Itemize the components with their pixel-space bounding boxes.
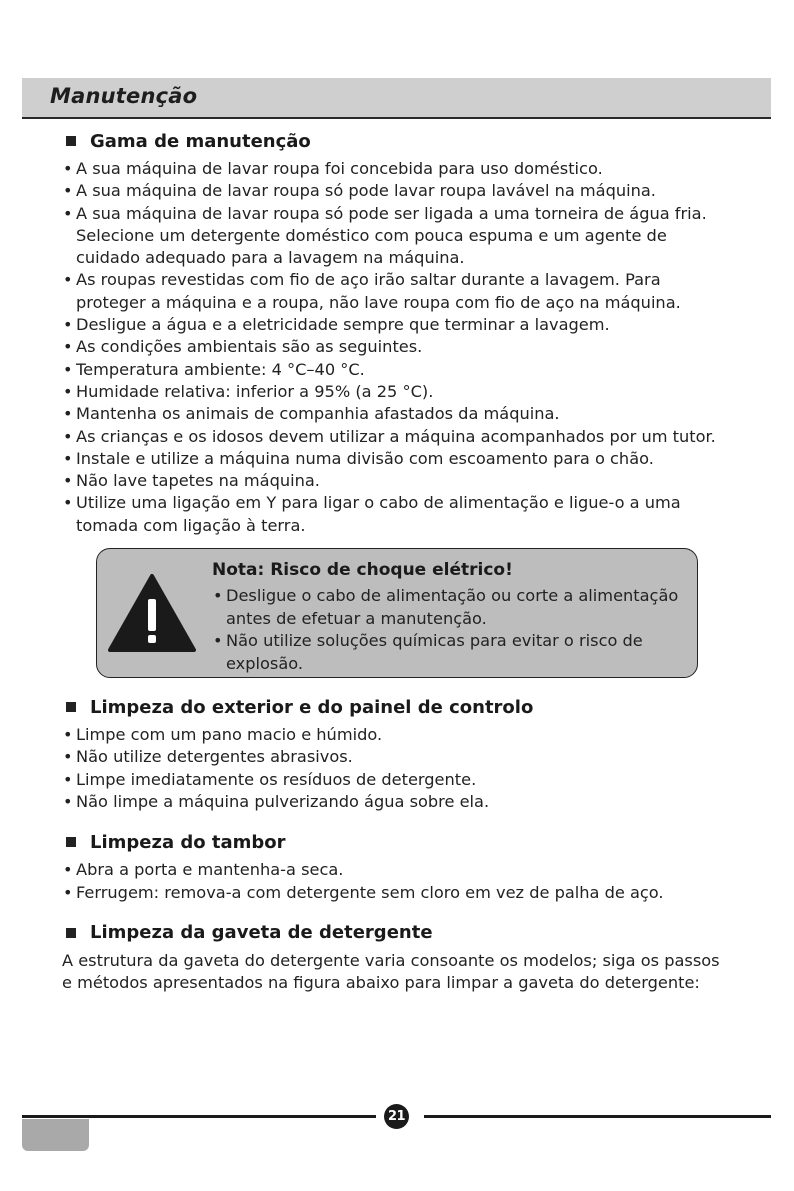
warning-icon	[107, 573, 197, 653]
list-item: • Desligue o cabo de alimentação ou corte a alimentação antes de efetuar a manutenção.	[212, 585, 682, 630]
bullet-list	[62, 859, 734, 904]
list-item: • As condições ambientais são as seguintes.	[62, 336, 734, 358]
list-item: • Instale e utilize a máquina numa divisão com escoamento para o chão.	[62, 448, 734, 470]
section-heading	[62, 692, 734, 722]
section-heading	[62, 827, 734, 857]
section-maintenance-range	[62, 126, 734, 537]
list-item: • Humidade relativa: inferior a 95% (a 25 °C).	[62, 381, 734, 403]
square-bullet-icon	[66, 136, 76, 146]
list-item: • Limpe com um pano macio e húmido.	[62, 724, 734, 746]
note-bullet-list	[212, 585, 682, 675]
section-heading-text: Gama de manutenção	[90, 130, 311, 152]
square-bullet-icon	[66, 702, 76, 712]
main-content	[62, 126, 734, 994]
square-bullet-icon	[66, 837, 76, 847]
square-bullet-icon	[66, 928, 76, 938]
list-item: • Não utilize detergentes abrasivos.	[62, 746, 734, 768]
list-item: • Ferrugem: remova-a com detergente sem cloro em vez de palha de aço.	[62, 882, 734, 904]
section-exterior-cleaning	[62, 692, 734, 813]
section-heading	[62, 126, 734, 156]
list-item: • Não utilize soluções químicas para evitar o risco de explosão.	[212, 630, 682, 675]
section-heading-text: Limpeza do exterior e do painel de controlo	[90, 696, 534, 718]
note-text	[212, 557, 682, 675]
section-heading-text: Limpeza da gaveta de detergente	[90, 922, 433, 944]
corner-tab	[22, 1119, 89, 1151]
footer-rule-right	[424, 1115, 771, 1118]
note-title: Nota: Risco de choque elétrico!	[212, 560, 513, 581]
list-item: • As roupas revestidas com fio de aço irão saltar durante a lavagem. Para proteger a máquina e a roupa, não lave roupa com fio de aço na máquina.	[62, 269, 734, 314]
list-item: • Não limpe a máquina pulverizando água sobre ela.	[62, 791, 734, 813]
section-heading-text: Limpeza do tambor	[90, 831, 286, 853]
list-item: • A sua máquina de lavar roupa foi concebida para uso doméstico.	[62, 158, 734, 180]
section-heading	[62, 918, 734, 948]
list-item: • Utilize uma ligação em Y para ligar o cabo de alimentação e ligue-o a uma tomada com ligação à terra.	[62, 492, 734, 537]
footer-rule-left	[22, 1115, 376, 1118]
page-number: 21	[384, 1104, 409, 1129]
list-item: • Limpe imediatamente os resíduos de detergente.	[62, 769, 734, 791]
electric-shock-note	[96, 548, 698, 678]
section-paragraph: A estrutura da gaveta do detergente varia consoante os modelos; siga os passos e métodos apresentados na figura abaixo para limpar a gaveta do detergente:	[62, 950, 720, 993]
list-item: • As crianças e os idosos devem utilizar a máquina acompanhados por um tutor.	[62, 426, 734, 448]
list-item: • A sua máquina de lavar roupa só pode ser ligada a uma torneira de água fria. Selecione um detergente doméstico com pouca espuma e um agente de cuidado adequado para a lavagem na máquina.	[62, 203, 734, 270]
list-item: • Temperatura ambiente: 4 °C–40 °C.	[62, 359, 734, 381]
bullet-list	[62, 724, 734, 813]
section-header-bar	[22, 78, 771, 119]
list-item: • Mantenha os animais de companhia afastados da máquina.	[62, 403, 734, 425]
section-drum-cleaning	[62, 827, 734, 904]
page-title: Manutenção	[50, 84, 198, 108]
list-item: • Abra a porta e mantenha-a seca.	[62, 859, 734, 881]
list-item: • A sua máquina de lavar roupa só pode lavar roupa lavável na máquina.	[62, 180, 734, 202]
list-item: • Desligue a água e a eletricidade sempre que terminar a lavagem.	[62, 314, 734, 336]
section-drawer-cleaning	[62, 918, 734, 995]
list-item: • Não lave tapetes na máquina.	[62, 470, 734, 492]
bullet-list	[62, 158, 734, 537]
